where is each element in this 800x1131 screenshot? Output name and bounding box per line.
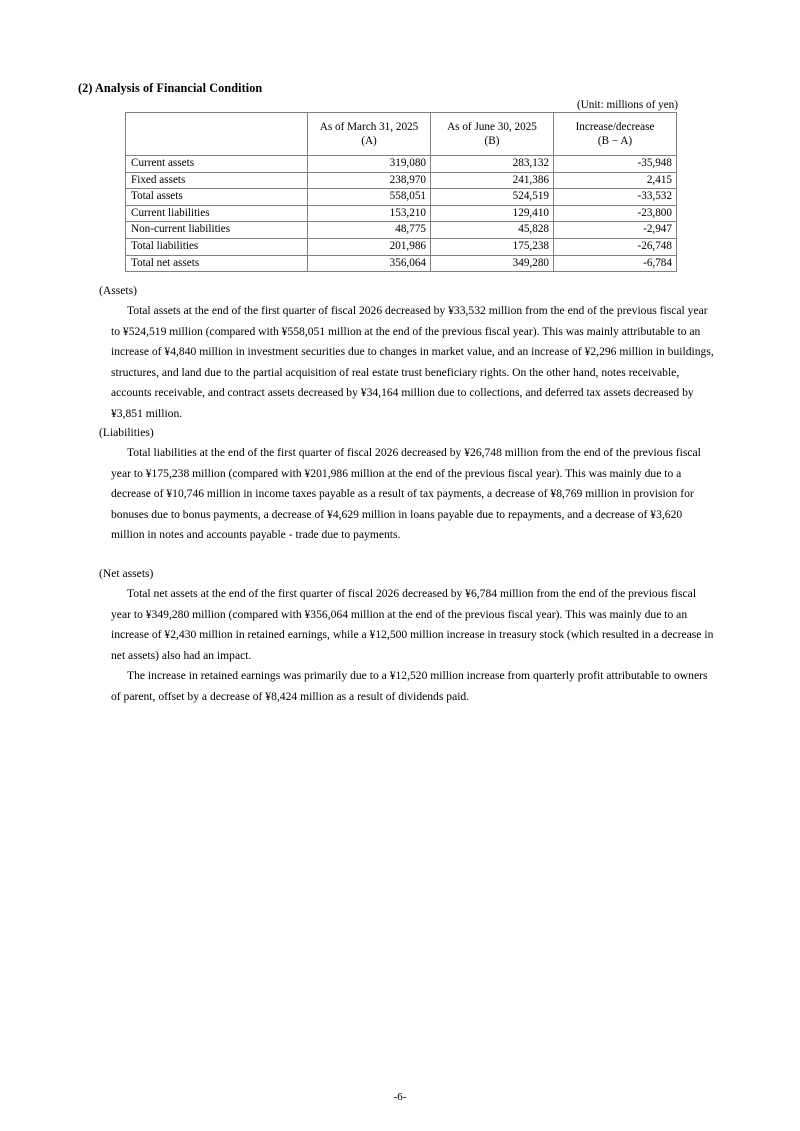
section-net-assets [99, 564, 720, 708]
row-label: Fixed assets [126, 172, 308, 189]
table-row [126, 222, 677, 239]
section-label-assets: (Assets) [99, 284, 137, 297]
cell-value-diff: -33,532 [554, 189, 677, 206]
table-body [126, 156, 677, 272]
row-label: Total net assets [126, 255, 308, 272]
header-line-1: As of March 31, 2025 [319, 120, 419, 133]
table-header-cell-march [308, 113, 431, 156]
cell-value-diff: -26,748 [554, 238, 677, 255]
row-label: Current liabilities [126, 205, 308, 222]
table-header-row [126, 113, 677, 156]
table-row [126, 205, 677, 222]
table-row [126, 189, 677, 206]
table-unit-note: (Unit: millions of yen) [577, 99, 678, 111]
cell-value-a: 201,986 [308, 238, 431, 255]
header-line-1: Increase/decrease [575, 120, 655, 133]
section-paragraph: The increase in retained earnings was primarily due to a ¥12,520 million increase from quarterly profit attributable to owners of parent, offset by a decrease of ¥8,424 million as a result of dividends paid. [111, 669, 708, 703]
table-row [126, 172, 677, 189]
section-paragraph: Total assets at the end of the first quarter of fiscal 2026 decreased by ¥33,532 million from the end of the previous fiscal year to ¥524,519 million (compared with ¥558,051 million at the end of the previous fiscal year). This was mainly attributable to an increase of ¥4,840 million in investment securities due to changes in market value, and an increase of ¥2,296 million in buildings, structures, and land due to the partial acquisition of real estate trust beneficiary rights. On the other hand, notes receivable, accounts receivable, and contract assets decreased by ¥34,164 million due to collections, and deferred tax assets decreased by ¥3,851 million. [111, 304, 714, 420]
section-liabilities [99, 423, 720, 546]
section-paragraph: Total liabilities at the end of the first quarter of fiscal 2026 decreased by ¥26,748 million from the end of the previous fiscal year to ¥175,238 million (compared with ¥201,986 million at the end of the previous fiscal year). This was mainly due to a decrease of ¥10,746 million in income taxes payable as a result of tax payments, a decrease of ¥8,769 million in provision for bonuses due to bonus payments, a decrease of ¥4,629 million in loans payable due to repayments, and a decrease of ¥3,620 million in notes and accounts payable - trade due to payments. [111, 446, 701, 542]
cell-value-a: 319,080 [308, 156, 431, 173]
section-assets [99, 281, 720, 425]
table-header-cell-increase-decrease [554, 113, 677, 156]
cell-value-b: 283,132 [431, 156, 554, 173]
row-label: Total liabilities [126, 238, 308, 255]
cell-value-diff: -6,784 [554, 255, 677, 272]
cell-value-a: 48,775 [308, 222, 431, 239]
header-line-2: (B) [484, 135, 500, 147]
table-header-cell-june [431, 113, 554, 156]
financial-condition-table-wrapper [125, 112, 676, 272]
cell-value-a: 153,210 [308, 205, 431, 222]
cell-value-diff: 2,415 [554, 172, 677, 189]
cell-value-b: 524,519 [431, 189, 554, 206]
table-header [126, 113, 677, 156]
cell-value-a: 558,051 [308, 189, 431, 206]
cell-value-b: 241,386 [431, 172, 554, 189]
cell-value-diff: -35,948 [554, 156, 677, 173]
cell-value-a: 238,970 [308, 172, 431, 189]
table-row [126, 238, 677, 255]
cell-value-b: 349,280 [431, 255, 554, 272]
financial-condition-table [125, 112, 677, 272]
row-label: Non-current liabilities [126, 222, 308, 239]
header-line-1: As of June 30, 2025 [447, 120, 537, 133]
page-number: -6- [393, 1091, 407, 1103]
section-paragraph: Total net assets at the end of the first quarter of fiscal 2026 decreased by ¥6,784 million from the end of the previous fiscal year to ¥349,280 million (compared with ¥356,064 million at the end of the previous fiscal year). This was mainly due to an increase of ¥2,430 million in retained earnings, while a ¥12,500 million increase in treasury stock (which resulted in a decrease in net assets) also had an impact. [111, 587, 714, 662]
cell-value-b: 129,410 [431, 205, 554, 222]
page-title: (2) Analysis of Financial Condition [78, 81, 263, 95]
section-label-net-assets: (Net assets) [99, 567, 154, 580]
cell-value-b: 45,828 [431, 222, 554, 239]
cell-value-b: 175,238 [431, 238, 554, 255]
header-line-2: (A) [361, 135, 377, 147]
cell-value-diff: -2,947 [554, 222, 677, 239]
header-line-2: (B − A) [597, 135, 633, 147]
table-header-cell-item [126, 113, 308, 156]
table-row [126, 156, 677, 173]
section-label-liabilities: (Liabilities) [99, 426, 154, 439]
row-label: Current assets [126, 156, 308, 173]
cell-value-diff: -23,800 [554, 205, 677, 222]
cell-value-a: 356,064 [308, 255, 431, 272]
table-row [126, 255, 677, 272]
row-label: Total assets [126, 189, 308, 206]
